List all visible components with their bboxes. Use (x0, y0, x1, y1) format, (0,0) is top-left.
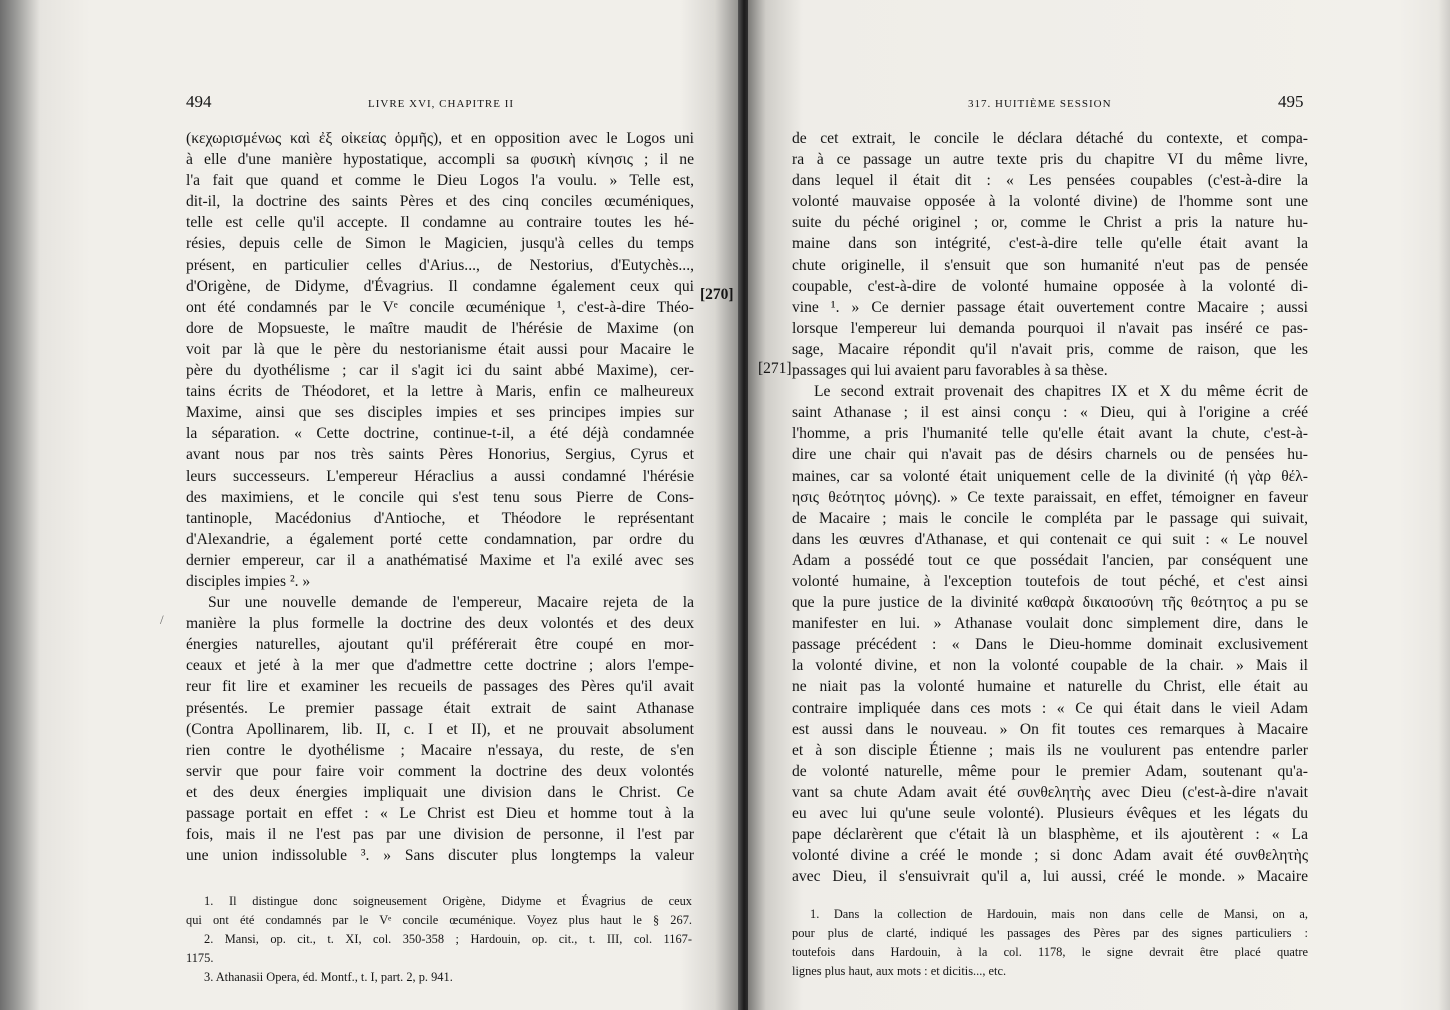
right-line: l'homme, a pris l'humanité telle qu'elle était avant la chute, c'est-à- (792, 425, 1308, 443)
left-line: fois, mais il ne l'est pas par une division de personne, il l'est par (186, 826, 694, 844)
right-footnote-line: toutefois dans Hardouin, à la col. 1178, le signe devrait être placé quatre (792, 945, 1308, 959)
right-margin-reference: [271] (758, 360, 792, 377)
left-line: servir que pour faire voir comment la doctrine des deux volontés (186, 762, 694, 780)
right-line: maines, car sa volonté était uniquement celle de la divinité (ἡ γὰρ θέλ- (792, 467, 1308, 485)
left-line: ont été condamnés par le Vᵉ concile œcuménique ¹, c'est-à-dire Théo- (186, 298, 694, 316)
left-footnotes (186, 892, 692, 987)
left-line: reur fit lire et examiner les recueils de passages des Pères qu'il avait (186, 678, 694, 696)
right-line: Le second extrait provenait des chapitres IX et X du même écrit de (814, 383, 1308, 401)
right-line: passage précédent : « Dans le Dieu-homme dominait exclusivement (792, 636, 1308, 654)
right-line: ησις θεότητος μόνης). » Ce texte paraissait, en effet, témoigner en faveur (792, 488, 1308, 506)
left-line: dore de Mopsueste, le maître maudit de l'hérésie de Maxime (on (186, 319, 694, 337)
left-line: Maxime, ainsi que ses disciples impies et ses principes impies sur (186, 404, 694, 422)
right-line: chute originelle, il s'ensuit que son humanité n'eut pas de pensée (792, 256, 1308, 274)
left-page-number: 494 (186, 92, 212, 111)
right-line: la volonté divine, et non la volonté coupable de la chair. » Mais il (792, 657, 1308, 675)
left-line: et des deux énergies impliquait une division dans le Christ. Ce (186, 783, 694, 801)
right-running-head: 317. HUITIÈME SESSION (968, 98, 1112, 110)
right-footnote-line: lignes plus haut, aux mots : et dicitis..., etc. (792, 964, 1007, 978)
right-page (748, 0, 1450, 1010)
left-line: disciples impies ². » (186, 572, 311, 590)
right-line: contraire impliquée dans ces mots : « Ce qui était dans le vieil Adam (792, 699, 1308, 717)
left-line: avant nous par nos très saints Pères Honorius, Sergius, Cyrus et (186, 446, 694, 464)
right-line: et à son disciple Étienne ; mais ils ne voulurent pas entendre parler (792, 741, 1308, 759)
right-line: maine dans son intégrité, c'est-à-dire telle qu'elle était avant la (792, 235, 1308, 253)
left-line: des maximiens, et le concile qui s'est tenu sous Pierre de Cons- (186, 488, 694, 506)
right-line: ne niait pas la volonté humaine et naturelle du Christ, elle était au (792, 678, 1308, 696)
right-footnote-line: 1. Dans la collection de Hardouin, mais non dans celle de Mansi, on a, (810, 907, 1308, 921)
left-line: présent, en particulier celles d'Arius..., de Nestorius, d'Eutychès..., (186, 256, 694, 274)
right-line: suite du péché originel ; or, comme le Christ a pris la nature hu- (792, 214, 1308, 232)
right-line: vine ¹. » Ce dernier passage était ouvertement contre Macaire ; aussi (792, 298, 1308, 316)
left-line: (κεχωρισμένως καὶ ἐξ οἰκείας ὁρμῆς), et en opposition avec le Logos uni (186, 130, 694, 147)
left-line: dernier empereur, car il a anathématisé Maxime et l'a exilé avec ses (186, 551, 694, 569)
right-line: avec Dieu, il s'ensuivrait qu'il a, lui aussi, créé le monde. » Macaire (792, 868, 1308, 886)
left-body-text (186, 128, 694, 866)
left-line: présentés. Le premier passage était extrait de saint Athanase (186, 699, 694, 717)
left-footnote-line: 2. Mansi, op. cit., t. XI, col. 350-358 ; Hardouin, op. cit., t. III, col. 1167- (204, 932, 692, 946)
left-line: ceaux et jeté à la mer que d'admettre cette doctrine ; alors l'empe- (186, 657, 694, 675)
right-line: pape déclarèrent que c'était là un blasphème, et ils ajoutèrent : « La (792, 826, 1308, 844)
right-line: volonté divine a créé le monde ; si donc Adam avait été συνθελητὴς (792, 847, 1308, 865)
right-line: dans lequel il était dit : « Les pensées coupables (c'est-à-dire la (792, 172, 1308, 190)
left-line: telle est celle qu'il accepte. Il condamne au contraire toutes les hé- (186, 214, 694, 232)
left-line: leurs successeurs. L'empereur Héraclius a aussi condamné l'hérésie (186, 467, 694, 485)
right-line: dire une chair qui n'avait pas de désirs charnels ou de pensées hu- (792, 446, 1308, 464)
right-line: ra à ce passage un autre texte pris du chapitre VI du même livre, (792, 151, 1308, 169)
left-line: (Contra Apollinarem, lib. II, c. I et II), et ne prouvait absolument (186, 720, 694, 738)
right-footnote-line: pour plus de clarté, indiqué les passages des Pères par des signes particuliers : (792, 926, 1308, 940)
right-line: est aussi dans le nouveau. » On fit toutes ces remarques à Macaire (792, 720, 1308, 738)
left-line: voit par là que le père du nestorianisme était aussi pour Macaire le (186, 340, 694, 358)
left-line: l'a fait que quand et comme le Dieu Logos l'a voulu. » Telle est, (186, 172, 694, 190)
right-line: volonté humaine, à l'exception toutefois de tout péché, et c'est ainsi (792, 572, 1308, 590)
right-footnotes (792, 905, 1308, 981)
left-line: dit-il, la doctrine des saints Pères et des cinq conciles œcuméniques, (186, 193, 694, 211)
right-line: passages qui lui avaient paru favorables à sa thèse. (792, 362, 1108, 380)
left-line: d'Origène, de Didyme, d'Évagrius. Il condamne également ceux qui (186, 277, 694, 295)
left-line: père du dyothélisme ; car il s'agit ici du saint abbé Maxime), cer- (186, 362, 694, 380)
right-line: de Macaire ; mais le concile le compléta par le passage qui suivait, (792, 509, 1308, 527)
left-line: à elle d'une manière hypostatique, accompli sa φυσικὴ κίνησις ; il ne (186, 151, 694, 169)
left-line: résies, depuis celle de Simon le Magicien, jusqu'à celles du temps (186, 235, 694, 253)
right-line: lorsque l'empereur lui demanda pourquoi il n'avait pas inséré ce pas- (792, 319, 1308, 337)
right-line: saint Athanase ; il est ainsi conçu : « Dieu, qui à l'origine a créé (792, 404, 1308, 422)
left-margin-reference: [270] (700, 286, 734, 303)
right-body-text (792, 128, 1308, 887)
right-line: de volonté naturelle, même pour le premier Adam, soutenant qu'a- (792, 762, 1308, 780)
right-line: Adam a possédé tout ce que possédait l'ancien, par conséquent une (792, 551, 1308, 569)
left-running-head: LIVRE XVI, CHAPITRE II (368, 98, 515, 110)
left-line: la séparation. « Cette doctrine, continue-t-il, a été déjà condamnée (186, 425, 694, 443)
left-footnote-line: 1. Il distingue donc soigneusement Origène, Didyme et Évagrius de ceux (204, 894, 692, 908)
left-footnote-line: 3. Athanasii Opera, éd. Montf., t. I, part. 2, p. 941. (204, 970, 453, 984)
left-line: tantinople, Macédonius d'Antioche, et Théodore le représentant (186, 509, 694, 527)
right-line: sage, Macaire répondit qu'il n'avait pris, comme de raison, que les (792, 340, 1308, 358)
left-line: une union indissoluble ³. » Sans discuter plus longtemps la valeur (186, 847, 694, 865)
right-line: de cet extrait, le concile le déclara détaché du contexte, et compa- (792, 130, 1308, 147)
right-line: dans les œuvres d'Athanase, et qui contenait ce qui suit : « Le nouvel (792, 530, 1308, 548)
right-page-number: 495 (1278, 92, 1304, 111)
left-line: énergies naturelles, ajoutant qu'il préférerait être coupé en mor- (186, 636, 694, 654)
right-line: coupable, c'est-à-dire de volonté humaine opposée à la volonté di- (792, 277, 1308, 295)
left-line: rien contre le dyothélisme ; Macaire n'essaya, du reste, de s'en (186, 741, 694, 759)
margin-pencil-mark: / (160, 612, 164, 627)
left-line: d'Alexandrie, a également porté cette condamnation, par ordre du (186, 530, 694, 548)
left-line: Sur une nouvelle demande de l'empereur, Macaire rejeta de la (208, 594, 694, 612)
left-line: passage portait en effet : « Le Christ est Dieu et homme tout à la (186, 805, 694, 822)
left-line: manière la plus formelle la doctrine des deux volontés et des deux (186, 615, 694, 633)
left-footnote-line: 1175. (186, 951, 214, 965)
left-footnote-line: qui ont été condamnés par le Vᵉ concile œcuménique. Voyez plus haut le § 267. (186, 913, 692, 927)
right-line: vant sa chute Adam avait été συνθελητὴς avec Dieu (c'est-à-dire n'avait (792, 783, 1308, 801)
right-line: volonté mauvaise opposée à la volonté divine) de l'homme sont une (792, 193, 1308, 211)
left-line: tains écrits de Théodoret, et la lettre à Maris, enfin ce malheureux (186, 383, 694, 401)
right-line: manifester en lui. » Athanase voulait donc simplement dire, dans le (792, 615, 1308, 633)
right-line: eu avec lui qu'une seule volonté). Plusieurs évêques et les légats du (792, 805, 1308, 822)
right-line: que la pure justice de la divinité καθαρὰ δικαιοσύνη τῆς θεότητος a pu se (792, 594, 1308, 612)
